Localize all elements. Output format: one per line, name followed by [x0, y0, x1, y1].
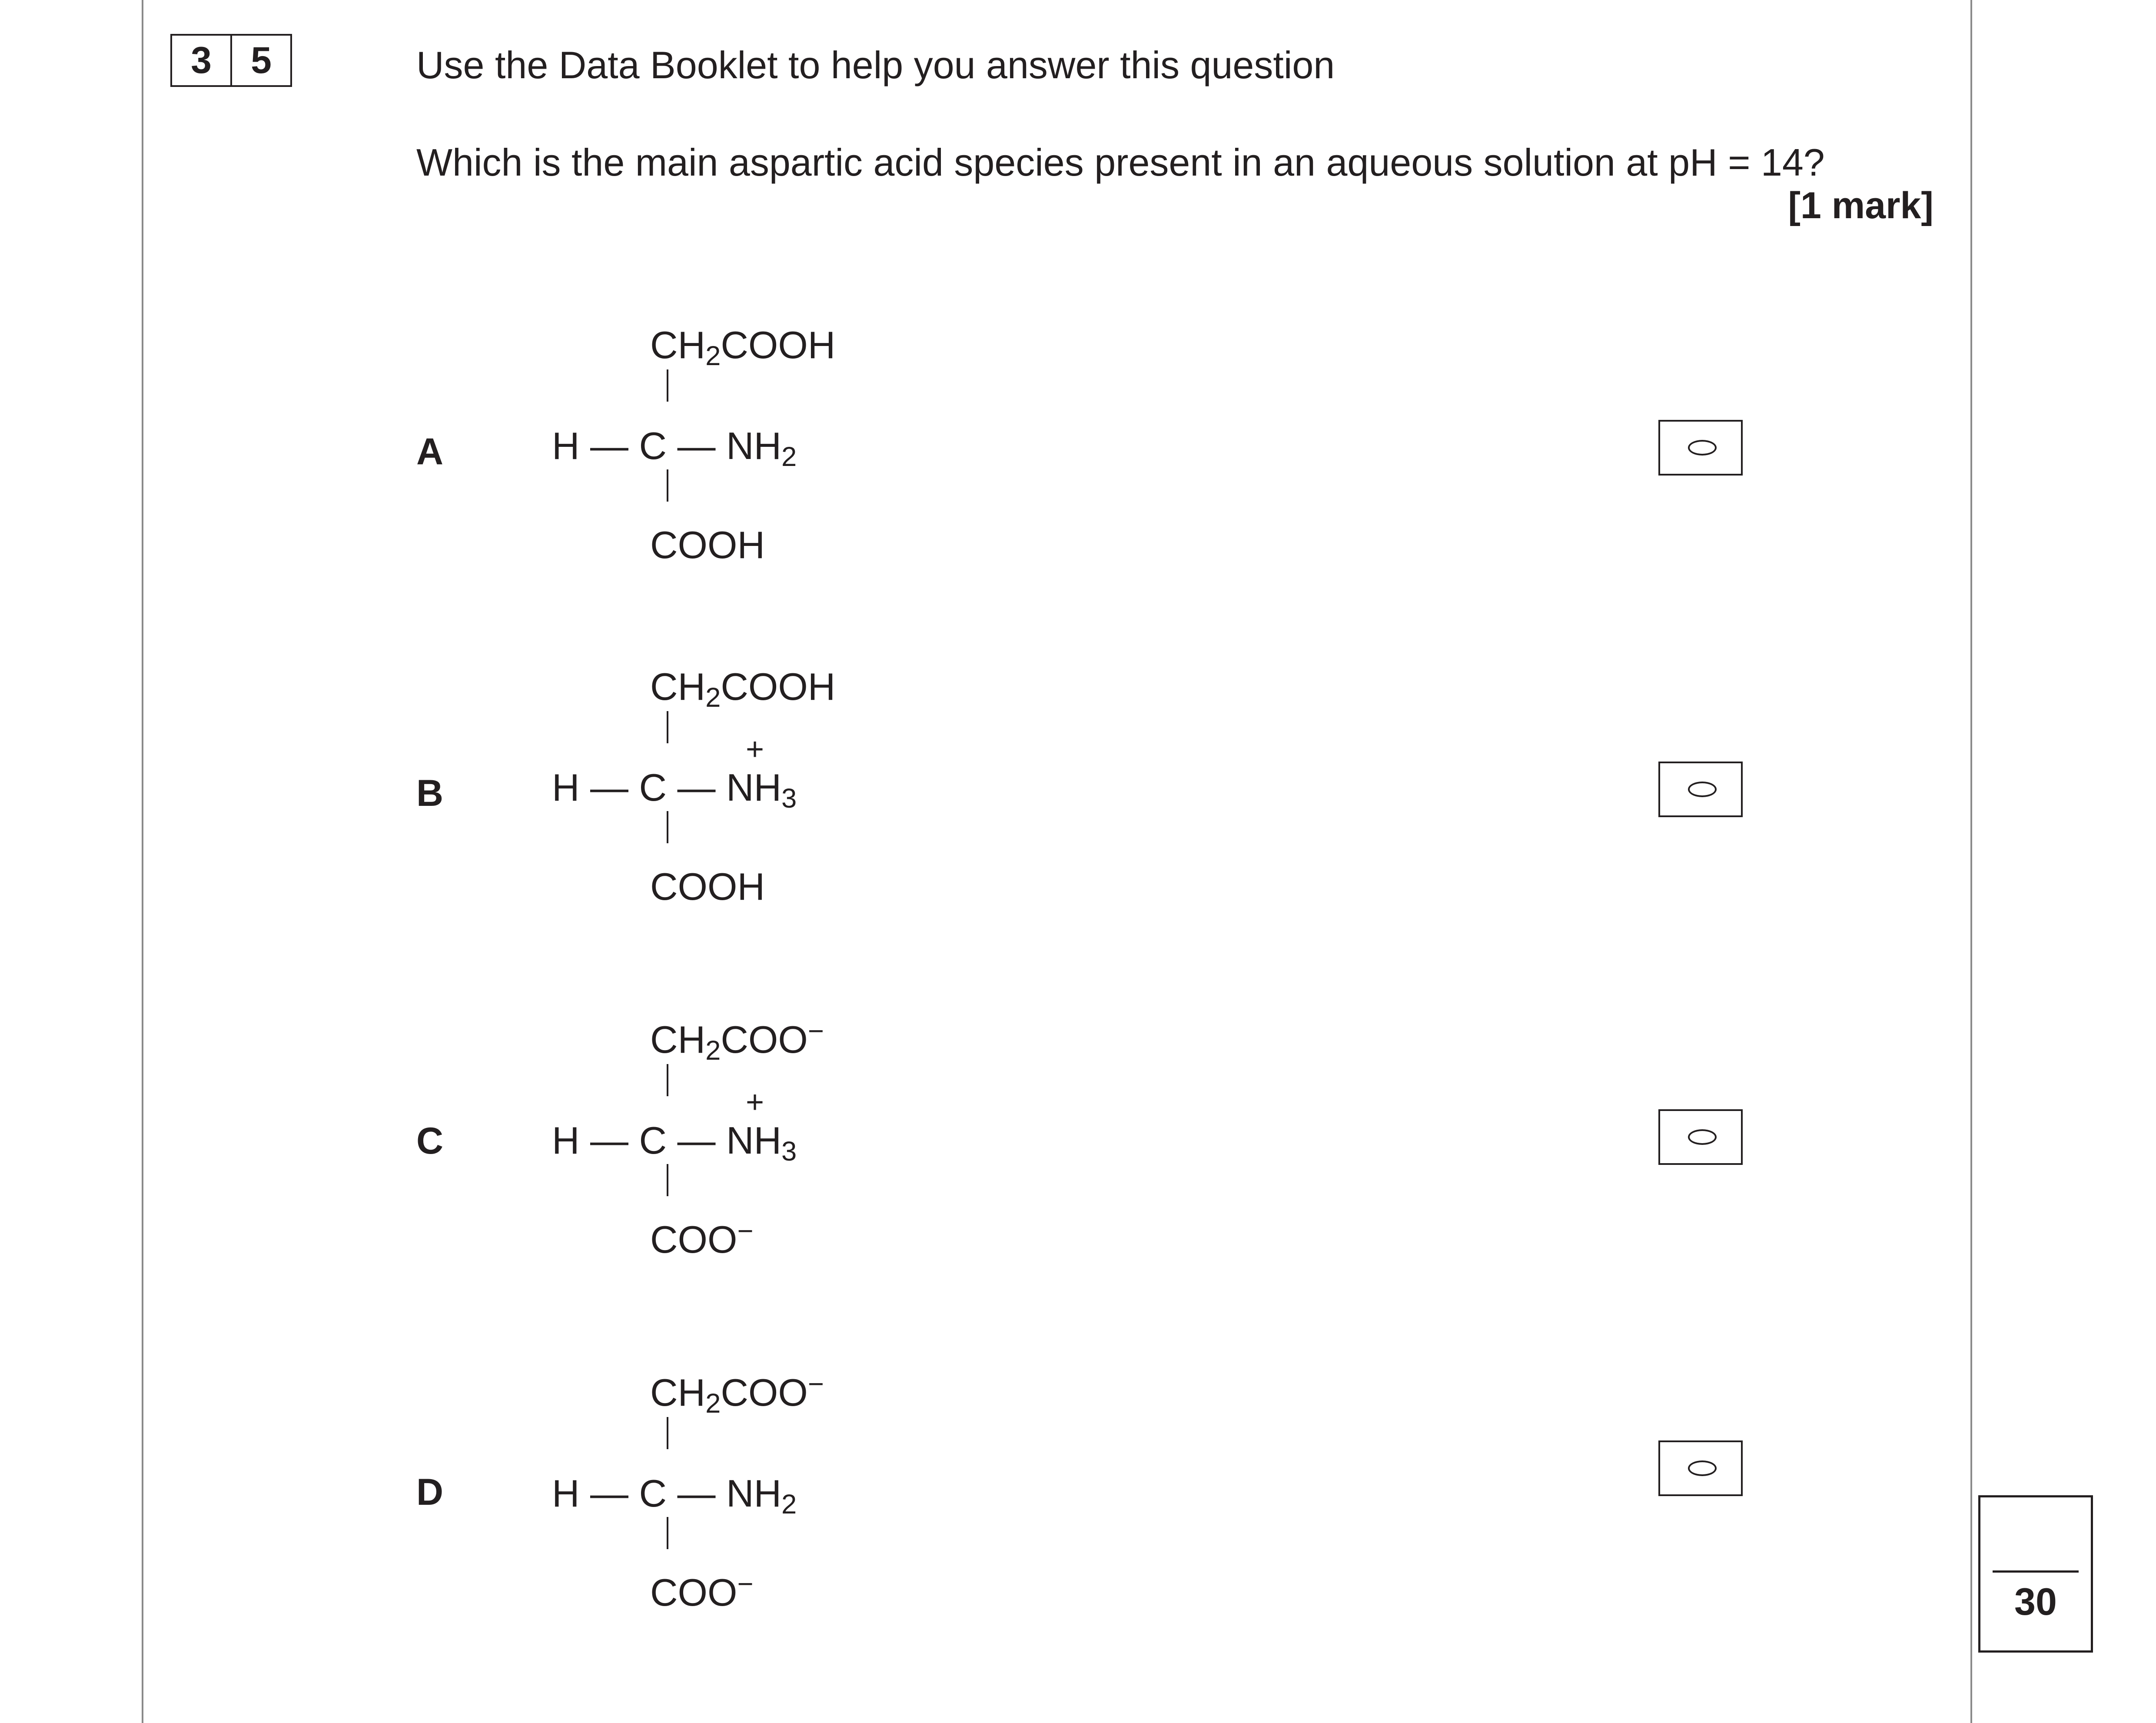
option-a-top-group: $CH_2COOH$: [650, 323, 836, 371]
option-a-letter: A: [416, 431, 444, 472]
option-b-top-group: $CH_2COOH$: [650, 665, 836, 713]
option-d-lower-bond: [667, 1517, 668, 1549]
option-d-answer-bubble[interactable]: [1658, 1440, 1743, 1496]
option-c-letter: C: [416, 1120, 444, 1162]
question-number-box: [170, 34, 292, 87]
question-prompt: Which is the main aspartic acid species present in an aqueous solution at pH = 14?: [416, 141, 1825, 184]
option-b-lower-bond: [667, 811, 668, 843]
page-total-box: [1978, 1495, 2093, 1653]
option-b-upper-bond: [667, 711, 668, 743]
option-b-middle-row: H — C — $NH_3$: [552, 766, 797, 814]
option-c-answer-bubble[interactable]: [1658, 1109, 1743, 1165]
option-b-answer-oval: [1688, 782, 1717, 797]
option-a-bottom-group: COOH: [650, 523, 765, 566]
option-a-middle-row: H — C — $NH_2$: [552, 424, 797, 472]
option-b-structure: [552, 665, 900, 911]
option-d-answer-oval: [1688, 1460, 1717, 1476]
left-margin-line: [142, 0, 143, 1723]
page-total-number: 30: [2014, 1580, 2057, 1623]
option-c-structure: [552, 1016, 900, 1264]
marks-label: [1 mark]: [1788, 185, 1933, 226]
option-c-middle-row: H — C — $NH_3$: [552, 1119, 797, 1167]
option-a-structure: [552, 323, 900, 569]
option-b-bottom-group: COOH: [650, 865, 765, 908]
option-b-letter: B: [416, 772, 444, 814]
question-number-digit-1: 3: [191, 40, 212, 81]
option-c-top-group: $CH_2COO^-$: [650, 1016, 824, 1066]
option-c-amine-charge: +: [746, 1085, 764, 1120]
option-c-upper-bond: [667, 1064, 668, 1096]
option-d-middle-row: H — C — $NH_2$: [552, 1472, 797, 1520]
option-a-lower-bond: [667, 469, 668, 502]
option-b-answer-bubble[interactable]: [1658, 762, 1743, 817]
question-instruction: Use the Data Booklet to help you answer this question: [416, 43, 1335, 86]
option-d-top-group: $CH_2COO^-$: [650, 1369, 824, 1419]
option-a-answer-oval: [1688, 440, 1717, 456]
option-d-letter: D: [416, 1471, 444, 1513]
page-total-rule: [1993, 1570, 2079, 1573]
option-a-answer-bubble[interactable]: [1658, 420, 1743, 476]
option-d-upper-bond: [667, 1417, 668, 1449]
right-margin-line: [1970, 0, 1972, 1723]
option-c-answer-oval: [1688, 1129, 1717, 1145]
option-c-lower-bond: [667, 1164, 668, 1196]
option-d-structure: [552, 1369, 900, 1617]
option-c-bottom-group: COO−: [650, 1216, 754, 1261]
option-d-bottom-group: COO−: [650, 1569, 754, 1614]
question-number-digit-2: 5: [230, 36, 290, 85]
option-b-amine-charge: +: [746, 732, 764, 767]
option-a-upper-bond: [667, 369, 668, 402]
